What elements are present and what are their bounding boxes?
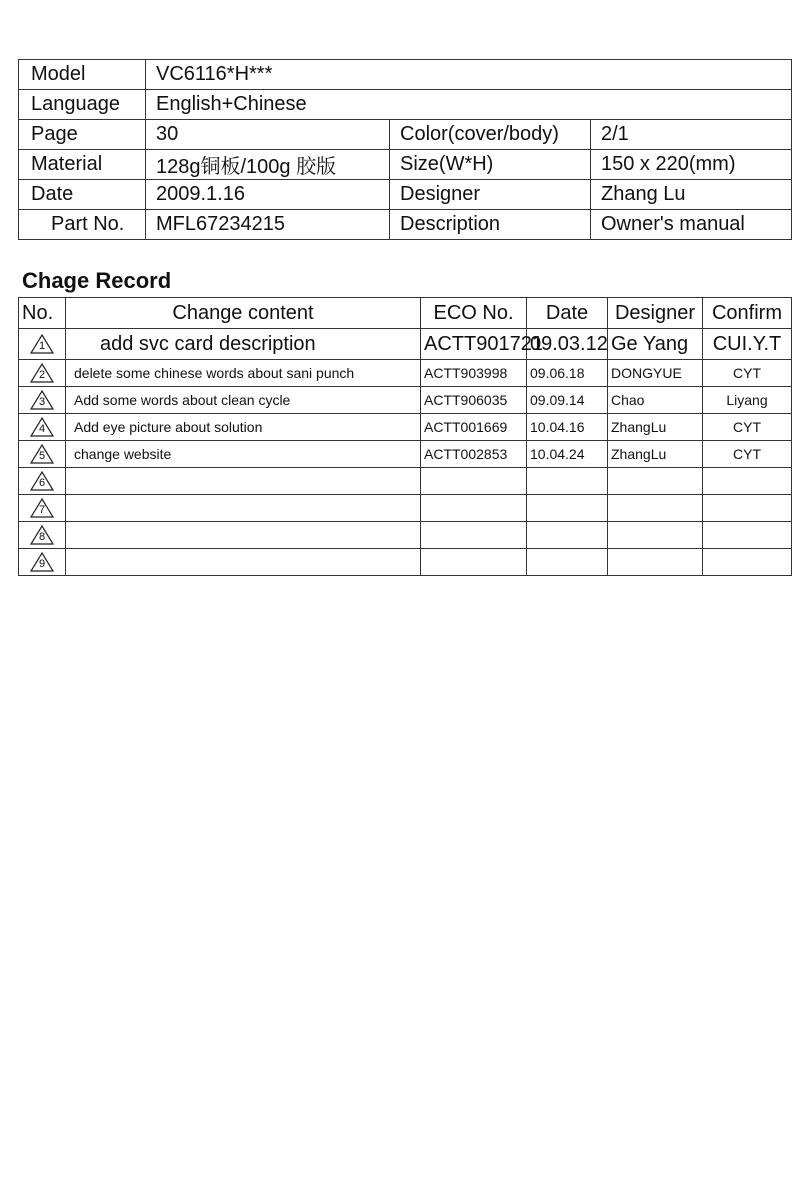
designer-cell: ZhangLu	[608, 441, 703, 468]
confirm-cell: CYT	[703, 414, 792, 441]
partno-label: Part No.	[19, 210, 146, 240]
date-cell	[527, 495, 608, 522]
spec-row-page	[19, 120, 792, 150]
record-row	[19, 414, 792, 441]
designer-cell	[608, 495, 703, 522]
revision-triangle-icon	[30, 334, 54, 354]
change-content-cell: change website	[66, 441, 421, 468]
record-row	[19, 329, 792, 360]
designer-cell	[608, 549, 703, 576]
description-value: Owner's manual	[591, 210, 792, 240]
record-row	[19, 468, 792, 495]
model-value: VC6116*H***	[146, 60, 792, 90]
revision-number: 8	[38, 531, 46, 543]
spec-row-model	[19, 60, 792, 90]
revision-triangle-icon	[30, 390, 54, 410]
revision-triangle-icon	[30, 417, 54, 437]
header-row	[19, 298, 792, 329]
record-row	[19, 441, 792, 468]
designer-cell: DONGYUE	[608, 360, 703, 387]
page-value: 30	[146, 120, 390, 150]
designer-cell: Chao	[608, 387, 703, 414]
eco-number-cell: ACTT001669	[421, 414, 527, 441]
revision-number: 4	[38, 423, 46, 435]
revision-triangle-icon	[30, 363, 54, 383]
revision-cell	[19, 387, 66, 414]
revision-triangle-icon	[30, 525, 54, 545]
header-change-content: Change content	[66, 298, 421, 329]
date-cell: 10.04.16	[527, 414, 608, 441]
partno-value: MFL67234215	[146, 210, 390, 240]
confirm-cell: CYT	[703, 441, 792, 468]
designer-cell	[608, 468, 703, 495]
revision-cell	[19, 441, 66, 468]
confirm-cell: Liyang	[703, 387, 792, 414]
record-row	[19, 549, 792, 576]
eco-number-cell: ACTT002853	[421, 441, 527, 468]
revision-cell	[19, 549, 66, 576]
date-cell	[527, 468, 608, 495]
date-value: 2009.1.16	[146, 180, 390, 210]
confirm-cell: CUI.Y.T	[703, 329, 792, 360]
change-record-table	[18, 297, 792, 576]
model-label: Model	[19, 60, 146, 90]
date-cell: 09.03.12	[527, 329, 608, 360]
eco-number-cell: ACTT906035	[421, 387, 527, 414]
description-label: Description	[390, 210, 591, 240]
size-value: 150 x 220(mm)	[591, 150, 792, 180]
designer-cell: Ge Yang	[608, 329, 703, 360]
page-label: Page	[19, 120, 146, 150]
confirm-cell	[703, 468, 792, 495]
spec-row-partno	[19, 210, 792, 240]
header-date: Date	[527, 298, 608, 329]
date-cell	[527, 522, 608, 549]
revision-number: 7	[38, 504, 46, 516]
eco-number-cell	[421, 468, 527, 495]
material-value: 128g铜板/100g 胶版	[146, 150, 390, 180]
eco-number-cell	[421, 549, 527, 576]
date-cell	[527, 549, 608, 576]
confirm-cell	[703, 522, 792, 549]
designer-value: Zhang Lu	[591, 180, 792, 210]
change-content-cell: Add eye picture about solution	[66, 414, 421, 441]
record-row	[19, 387, 792, 414]
change-content-cell	[66, 468, 421, 495]
revision-number: 9	[38, 558, 46, 570]
spec-row-date	[19, 180, 792, 210]
change-content-cell	[66, 549, 421, 576]
revision-triangle-icon	[30, 552, 54, 572]
revision-cell	[19, 360, 66, 387]
change-content-cell	[66, 522, 421, 549]
record-row	[19, 522, 792, 549]
revision-cell	[19, 522, 66, 549]
change-content-cell: add svc card description	[66, 329, 421, 360]
revision-cell	[19, 414, 66, 441]
material-label: Material	[19, 150, 146, 180]
confirm-cell: CYT	[703, 360, 792, 387]
color-label: Color(cover/body)	[390, 120, 591, 150]
eco-number-cell: ACTT903998	[421, 360, 527, 387]
header-no: No.	[19, 298, 66, 329]
record-row	[19, 495, 792, 522]
change-content-cell	[66, 495, 421, 522]
size-label: Size(W*H)	[390, 150, 591, 180]
language-value: English+Chinese	[146, 90, 792, 120]
change-content-cell: delete some chinese words about sani punch	[66, 360, 421, 387]
date-label: Date	[19, 180, 146, 210]
revision-cell	[19, 468, 66, 495]
spec-table	[18, 59, 792, 240]
record-row	[19, 360, 792, 387]
change-record-title: Chage Record	[22, 268, 172, 293]
language-label: Language	[19, 90, 146, 120]
revision-triangle-icon	[30, 444, 54, 464]
date-cell: 09.06.18	[527, 360, 608, 387]
header-eco-no: ECO No.	[421, 298, 527, 329]
date-cell: 10.04.24	[527, 441, 608, 468]
color-value: 2/1	[591, 120, 792, 150]
header-designer: Designer	[608, 298, 703, 329]
eco-number-cell	[421, 522, 527, 549]
designer-cell: ZhangLu	[608, 414, 703, 441]
revision-number: 6	[38, 477, 46, 489]
spec-row-material	[19, 150, 792, 180]
revision-cell	[19, 329, 66, 360]
revision-number: 2	[38, 369, 46, 381]
eco-number-cell	[421, 495, 527, 522]
confirm-cell	[703, 549, 792, 576]
revision-number: 5	[38, 450, 46, 462]
eco-number-cell: ACTT901721	[421, 329, 527, 360]
confirm-cell	[703, 495, 792, 522]
header-confirm: Confirm	[703, 298, 792, 329]
revision-number: 3	[38, 396, 46, 408]
change-content-cell: Add some words about clean cycle	[66, 387, 421, 414]
revision-cell	[19, 495, 66, 522]
date-cell: 09.09.14	[527, 387, 608, 414]
designer-cell	[608, 522, 703, 549]
revision-triangle-icon	[30, 471, 54, 491]
designer-label: Designer	[390, 180, 591, 210]
revision-triangle-icon	[30, 498, 54, 518]
revision-number: 1	[38, 340, 46, 353]
spec-row-language	[19, 90, 792, 120]
